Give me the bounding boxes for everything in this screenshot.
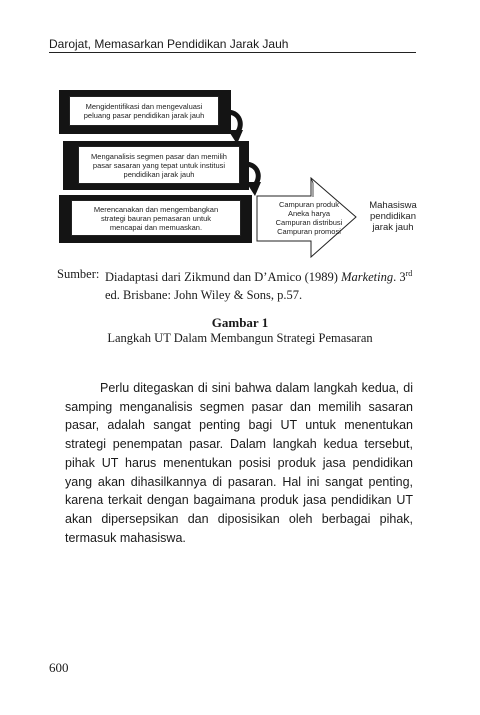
header-rule <box>49 52 416 53</box>
step-3-box <box>59 195 252 243</box>
source-citation <box>105 265 425 304</box>
target-market-label: Mahasiswa pendidikan jarak jauh <box>369 200 417 233</box>
page-number: 600 <box>49 660 69 675</box>
source-edition-sup: rd <box>405 269 413 278</box>
step-2-box <box>63 141 249 190</box>
step-1-box <box>59 90 231 134</box>
figure-title: Gambar 1 <box>211 315 269 330</box>
marketing-mix-text: Campuran produk Aneka harya Campuran distribusi Campuran promosi <box>275 200 343 236</box>
connector-arrow-1 <box>225 108 249 148</box>
source-text-after: ed. Brisbane: John Wiley & Sons, p.57. <box>105 288 303 303</box>
step-2-label: Menganalisis segmen pasar dan memilih pasar sasaran yang tepat untuk institusi pendidikan jarak jauh <box>78 146 240 184</box>
figure-caption: Langkah UT Dalam Membangun Strategi Pemasaran <box>107 331 373 345</box>
source-label: Sumber: <box>57 267 100 281</box>
step-3-label: Merencanakan dan mengembangkan strategi bauran pemasaran untuk mencapai dan memuaskan. <box>71 200 241 236</box>
source-text-before: Diadaptasi dari Zikmund dan D’Amico (1989) <box>105 270 342 285</box>
body-paragraph: Perlu ditegaskan di sini bahwa dalam langkah kedua, di samping menganalisis segmen pasar dan memilih sasaran pasar, adalah sangat penting bagi UT untuk menentukan strategi penempatan pasar. Dalam langkah kedua tersebut, pihak UT harus menentukan posisi produk jasa pendidikan yang akan dihasilkannya di pasaran. Hal ini sangat penting, karena terkait dengan bagaimana produk jasa pendidikan UT akan dipersepsikan dan diposisikan oleh berbagai pihak, termasuk mahasiswa. <box>65 381 413 545</box>
source-edition: . 3 <box>393 270 406 285</box>
source-title: Marketing <box>341 270 394 285</box>
step-1-label: Mengidentifikasi dan mengevaluasi peluang pasar pendidikan jarak jauh <box>69 96 219 126</box>
running-header: Darojat, Memasarkan Pendidikan Jarak Jauh <box>49 37 289 51</box>
